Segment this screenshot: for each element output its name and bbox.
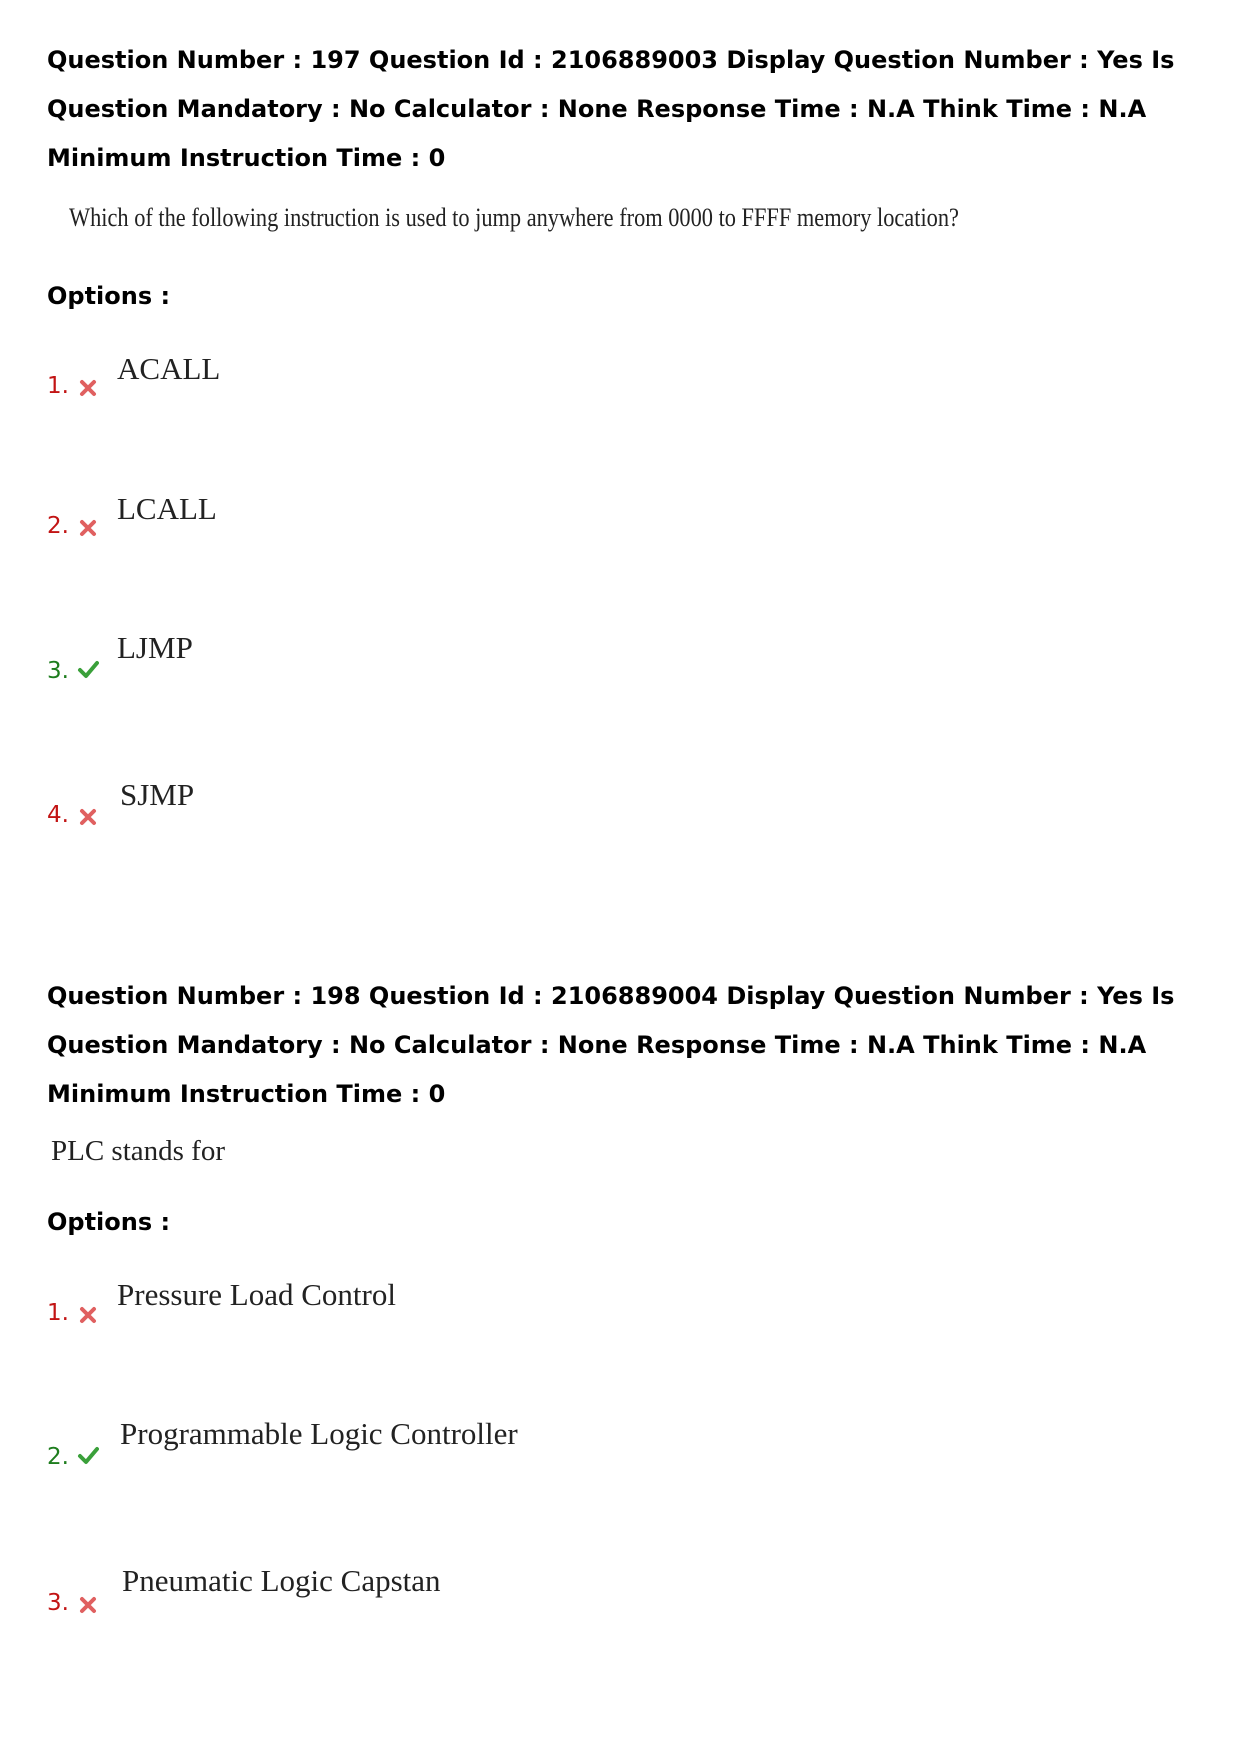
option-text: Pressure Load Control — [117, 1277, 396, 1312]
question-198 — [47, 972, 1207, 1616]
option-1 — [47, 351, 947, 441]
question-text: PLC stands for — [51, 1135, 225, 1167]
options-label: Options : — [47, 1208, 171, 1236]
option-2 — [47, 1416, 947, 1506]
option-number: 4. — [47, 802, 69, 828]
question-meta: Question Number : 197 Question Id : 2106889003 Display Question Number : Yes Is Question Mandatory : No Calculator : None Response Time : N.A Think Time : N.A Minimum Instruction Time : 0 — [47, 46, 1175, 172]
options-label: Options : — [47, 282, 171, 310]
question-197 — [47, 36, 1207, 828]
cross-icon — [77, 806, 99, 828]
option-text: Pneumatic Logic Capstan — [122, 1563, 441, 1598]
option-number: 2. — [47, 513, 69, 539]
option-text: LCALL — [117, 491, 217, 526]
question-text: Which of the following instruction is used to jump anywhere from 0000 to FFFF memory location? — [69, 203, 959, 232]
option-number: 1. — [47, 373, 69, 399]
cross-icon — [77, 1304, 99, 1326]
cross-icon — [77, 1594, 99, 1616]
cross-icon — [77, 377, 99, 399]
option-text: ACALL — [117, 351, 221, 386]
check-icon — [77, 1444, 99, 1466]
option-text: Programmable Logic Controller — [120, 1416, 518, 1451]
question-meta: Question Number : 198 Question Id : 2106889004 Display Question Number : Yes Is Question Mandatory : No Calculator : None Response Time : N.A Think Time : N.A Minimum Instruction Time : 0 — [47, 982, 1175, 1108]
cross-icon — [77, 517, 99, 539]
option-number: 3. — [47, 658, 69, 684]
option-number: 3. — [47, 1590, 69, 1616]
option-3 — [47, 630, 947, 720]
option-2 — [47, 491, 947, 581]
option-text: SJMP — [120, 777, 195, 812]
option-1 — [47, 1277, 947, 1367]
option-3 — [47, 1563, 947, 1653]
option-number: 1. — [47, 1300, 69, 1326]
option-number: 2. — [47, 1444, 69, 1470]
option-4 — [47, 777, 947, 867]
check-icon — [77, 658, 99, 680]
option-text: LJMP — [117, 630, 193, 665]
